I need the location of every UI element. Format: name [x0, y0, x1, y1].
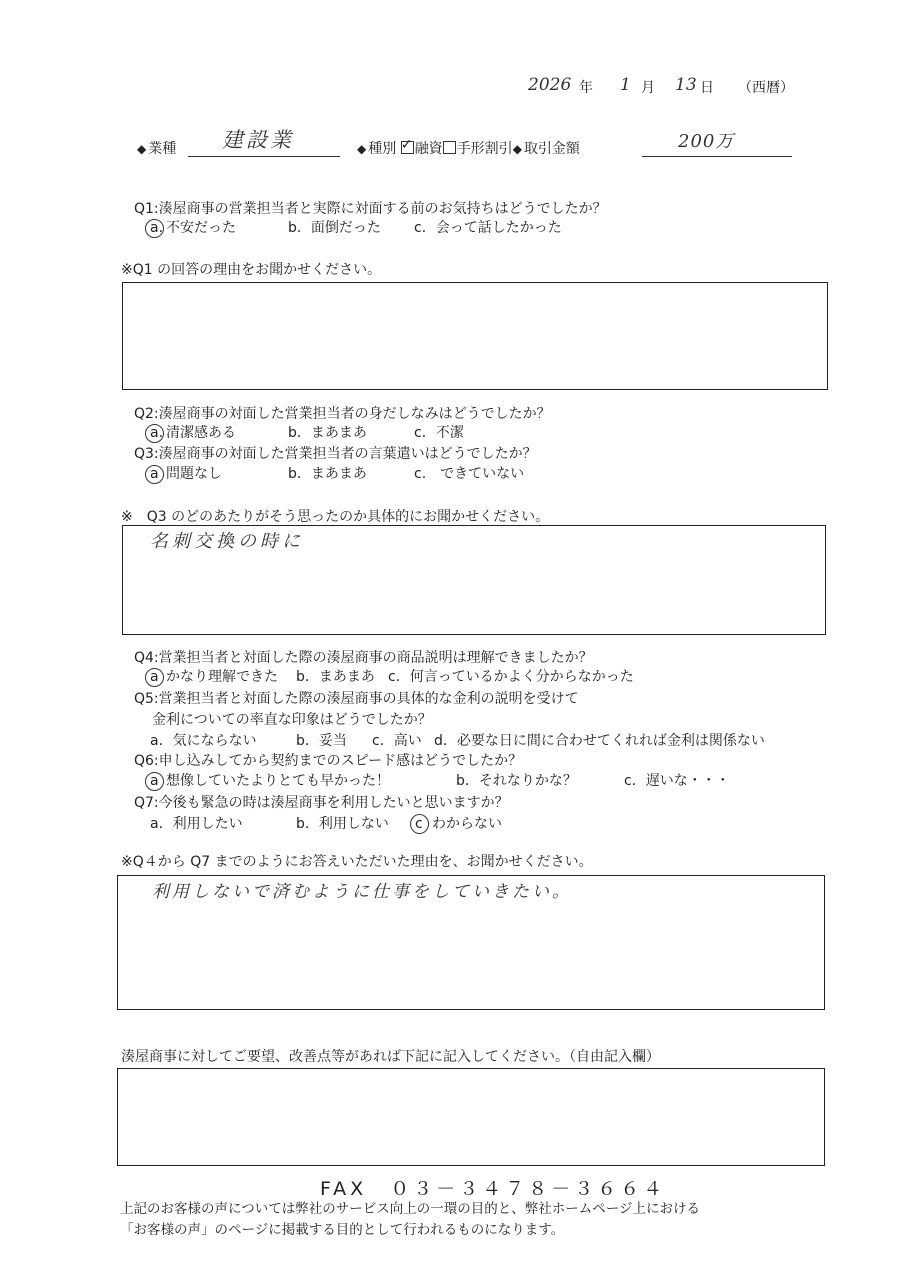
q7-option-c-marker: c: [415, 816, 423, 832]
date-year: 2026: [528, 75, 572, 95]
q1-option-a-marker: a.: [150, 220, 164, 236]
q6-option-a-marker: a: [150, 773, 159, 789]
free-comment-label: 湊屋商事に対してご要望、改善点等があれば下記に記入してください。（自由記入欄）: [121, 1049, 660, 1065]
type-bill-discount-checkbox[interactable]: [443, 141, 456, 154]
q1-option-b[interactable]: b．面倒だった: [288, 220, 381, 236]
industry-underline: [188, 156, 340, 157]
q7-option-c[interactable]: わからない: [432, 816, 502, 832]
q4-option-a-marker: a: [150, 669, 159, 685]
type-group: [357, 137, 580, 158]
q3-reason-answer: 名刺交換の時に: [150, 531, 304, 552]
q3-option-a[interactable]: 問題なし: [166, 466, 222, 482]
q47-reason-label: ※Q４から Q7 までのようにお答えいただいた理由を、お聞かせください。: [121, 854, 593, 870]
q47-reason-answer: 利用しないで済むように仕事をしていきたい。: [152, 882, 572, 902]
q6-question: Q6:申し込みしてから契約までのスピード感はどうでしたか？: [134, 753, 523, 769]
q2-option-b[interactable]: b．まあまあ: [288, 425, 367, 441]
q6-option-a[interactable]: 想像していたよりとても早かった！: [166, 773, 390, 789]
date-day-unit: 日: [700, 80, 714, 96]
q3-option-a-marker: a: [150, 466, 159, 482]
q4-option-b[interactable]: b．まあまあ: [296, 669, 375, 685]
amount-value: 200万: [678, 131, 735, 152]
q5-option-a[interactable]: a．気にならない: [150, 733, 257, 749]
date-day: 13: [675, 75, 697, 95]
diamond-bullet-icon: ◆: [137, 142, 147, 156]
free-comment-box[interactable]: [117, 1068, 825, 1166]
q2-option-c[interactable]: c．不潔: [414, 425, 464, 441]
type-loan-checkbox[interactable]: [400, 137, 414, 154]
q3-question: Q3:湊屋商事の対面した営業担当者の言葉遣いはどうでしたか？: [134, 446, 537, 462]
q5-option-d[interactable]: d．必要な日に間に合わせてくれれば金利は関係ない: [434, 733, 765, 749]
q6-option-c[interactable]: c．遅いな・・・: [624, 773, 730, 789]
q2-option-a-marker: a.: [150, 425, 164, 441]
date-month: 1: [620, 75, 631, 95]
q7-option-a[interactable]: a．利用したい: [150, 816, 243, 832]
fax-number: FAX ０３－３４７８－３６６４: [320, 1178, 667, 1200]
industry-value: 建設業: [222, 128, 294, 152]
q5-option-b[interactable]: b．妥当: [296, 733, 347, 749]
amount-label: 取引金額: [523, 141, 580, 157]
q3-option-c[interactable]: c. できていない: [414, 466, 525, 482]
diamond-bullet-icon: ◆: [512, 142, 522, 156]
q3-reason-label: ※ Q3 のどのあたりがそう思ったのか具体的にお聞かせください。: [121, 509, 550, 525]
q5-question-line2: 金利についての率直な印象はどうでしたか？: [152, 712, 432, 728]
q7-question: Q7:今後も緊急の時は湊屋商事を利用したいと思いますか？: [134, 795, 509, 811]
q1-reason-label: ※Q1 の回答の理由をお聞かせください。: [121, 262, 382, 278]
q5-question-line1: Q5:営業担当者と対面した際の湊屋商事の具体的な金利の説明を受けて: [134, 691, 579, 707]
industry-label: 業種: [148, 141, 177, 157]
q4-option-a[interactable]: かなり理解できた: [166, 669, 278, 685]
date-year-unit: 年: [579, 80, 593, 96]
q1-reason-box[interactable]: [122, 282, 828, 390]
q6-option-b[interactable]: b．それなりかな？: [456, 773, 577, 789]
type-loan-label: 融資: [414, 141, 443, 157]
q2-option-a[interactable]: 清潔感ある: [166, 425, 236, 441]
date-month-unit: 月: [641, 80, 655, 96]
diamond-bullet-icon: ◆: [357, 142, 367, 156]
q7-option-b[interactable]: b．利用しない: [296, 816, 389, 832]
type-label: 種別: [368, 141, 397, 157]
type-bill-discount-label: 手形割引: [456, 141, 513, 157]
q1-option-a[interactable]: 不安だった: [166, 220, 236, 236]
q1-option-c[interactable]: c．会って話したかった: [414, 220, 562, 236]
q3-option-b[interactable]: b．まあまあ: [288, 466, 367, 482]
q5-option-c[interactable]: c．高い: [372, 733, 422, 749]
q4-question: Q4:営業担当者と対面した際の湊屋商事の商品説明は理解できましたか？: [134, 650, 593, 666]
q4-option-c[interactable]: c．何言っているかよく分からなかった: [388, 669, 634, 685]
date-note: （西暦）: [738, 80, 794, 96]
q1-question: Q1:湊屋商事の営業担当者と実際に対面する前のお気持ちはどうでしたか？: [134, 201, 607, 217]
footer-note-line2: 「お客様の声」のページに掲載する目的として行われるものになります。: [120, 1222, 565, 1238]
checkmark-icon: ✓: [400, 137, 413, 153]
footer-note-line1: 上記のお客様の声については弊社のサービス向上の一環の目的と、弊社ホームページ上における: [120, 1201, 700, 1217]
amount-underline: [642, 156, 792, 157]
industry-label-group: [137, 140, 176, 158]
q2-question: Q2:湊屋商事の対面した営業担当者の身だしなみはどうでしたか？: [134, 406, 551, 422]
